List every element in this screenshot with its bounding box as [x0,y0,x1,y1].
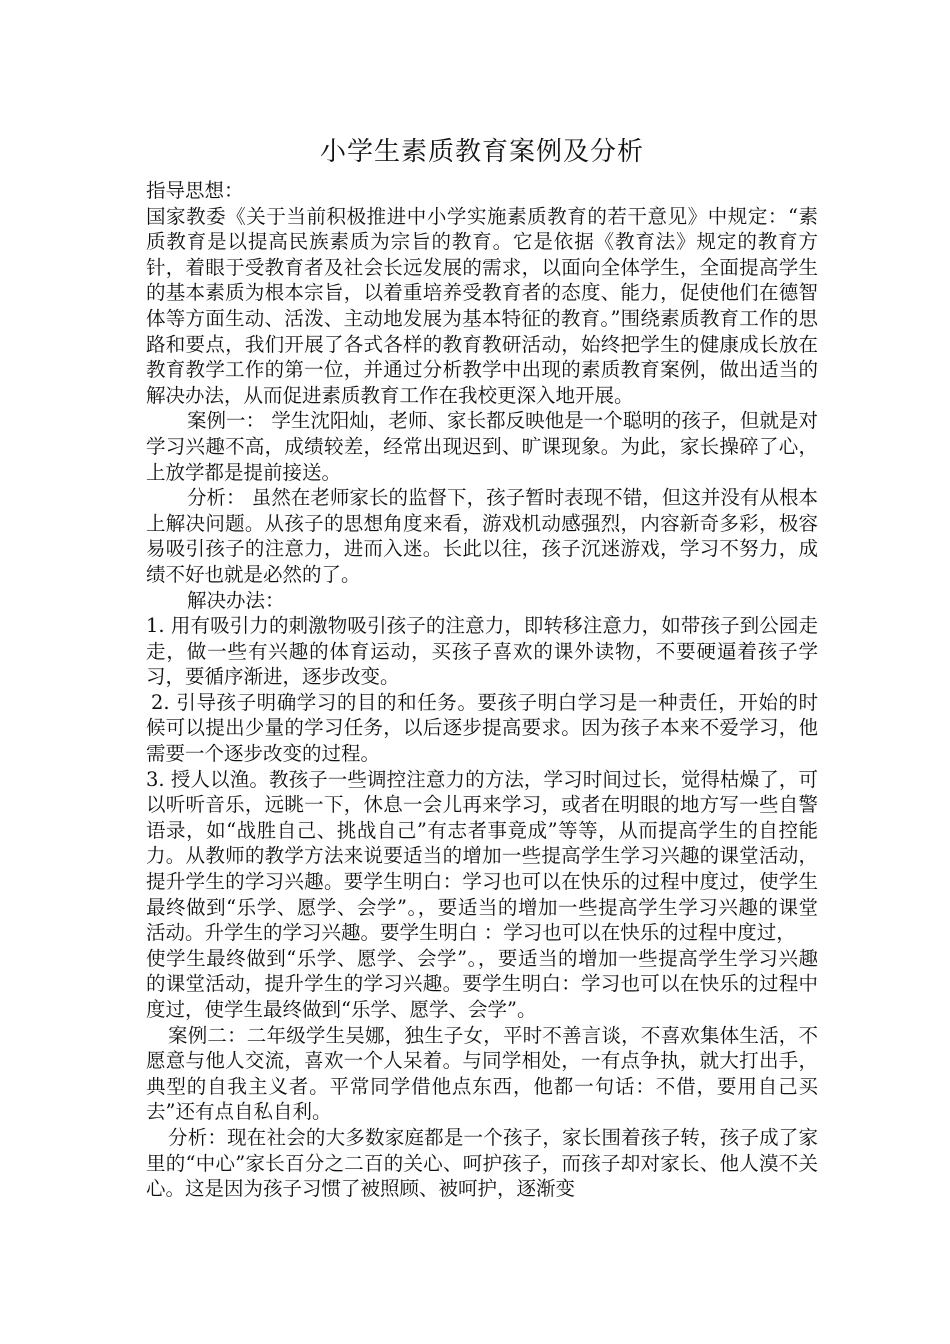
solution-heading: 解决办法： [187,588,285,612]
case-two-analysis-paragraph: 分析：现在社会的大多数家庭都是一个孩子，家长围着孩子转，孩子成了家里的“中心”家长百分之二百的关心、呵护孩子，而孩子却对家长、他人漠不关心。这是因为孩子习惯了被照顾、被呵护，逐渐变 [146,1125,818,1201]
case-two-paragraph: 案例二：二年级学生吴娜，独生子女，平时不善言谈，不喜欢集体生活，不愿意与他人交流，喜欢一个人呆着。与同学相处，一有点争执，就大打出手，典型的自我主义者。平常同学借他点东西，他都一句话：不借，要用自己买去”还有点自私自利。 [146,1023,818,1124]
guiding-thought-paragraph: 国家教委《关于当前积极推进中小学实施素质教育的若干意见》中规定：“素质教育是以提高民族素质为宗旨的教育。它是依据《教育法》规定的教育方针，着眼于受教育者及社会长远发展的需求，以面向全体学生，全面提高学生的基本素质为根本宗旨，以着重培养受教育者的态度、能力，促使他们在德智体等方面生动、活泼、主动地发展为基本特征的教育。”围绕素质教育工作的思路和要点，我们开展了各式各样的教育教研活动，始终把学生的健康成长放在教育教学工作的第一位，并通过分析教学中出现的素质教育案例，做出适当的解决办法，从而促进素质教育工作在我校更深入地开展。 [146,204,818,407]
document-body [146,136,818,1202]
solution-item-3: 3. 授人以渔。教孩子一些调控注意力的方法，学习时间过长，觉得枯燥了，可以听听音乐，远眺一下，休息一会儿再来学习，或者在明眼的地方写一些自警语录，如“战胜自己、挑战自己”有志者事竟成”等等，从而提高学生的自控能力。从教师的教学方法来说要适当的增加一些提高学生学习兴趣的课堂活动，提升学生的学习兴趣。要学生明白：学习也可以在快乐的过程中度过，使学生最终做到“乐学、愿学、会学”。，要适当的增加一些提高学生学习兴趣的课堂活动。升学生的学习兴趣。要学生明白 ：学习也可以在快乐的过程中度过， [146,767,818,945]
solution-item-2: 2. 引导孩子明确学习的目的和任务。要孩子明白学习是一种责任，开始的时候可以提出少量的学习任务，以后逐步提高要求。因为孩子本来不爱学习，他需要一个逐步改变的过程。 [146,690,818,766]
guiding-thought-heading: 指导思想： [146,179,244,202]
document-title: 小学生素质教育案例及分析 [319,137,644,167]
solution-item-3-continued: 使学生最终做到“乐学、愿学、会学”。，要适当的增加一些提高学生学习兴趣的课堂活动，提升学生的学习兴趣。要学生明白：学习也可以在快乐的过程中度过，使学生最终做到“乐学、愿学、会学”。 [146,946,818,1021]
case-one-analysis-paragraph: 分析： 虽然在老师家长的监督下，孩子暂时表现不错，但这并没有从根本上解决问题。从孩子的思想角度来看，游戏机动感强烈，内容新奇多彩，极容易吸引孩子的注意力，进而入迷。长此以往，孩子沉迷游戏，学习不努力，成绩不好也就是必然的了。 [146,486,818,586]
solution-item-1: 1. 用有吸引力的刺激物吸引孩子的注意力，即转移注意力，如带孩子到公园走走，做一些有兴趣的体育运动，买孩子喜欢的课外读物，不要硬逼着孩子学习，要循序渐进，逐步改变。 [146,614,818,689]
case-one-paragraph: 案例一： 学生沈阳灿，老师、家长都反映他是一个聪明的孩子，但就是对学习兴趣不高，成绩较差，经常出现迟到、旷课现象。为此，家长操碎了心，上放学都是提前接送。 [146,409,818,484]
